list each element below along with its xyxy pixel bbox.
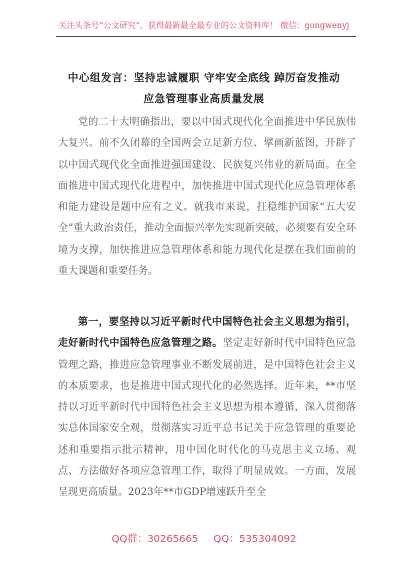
paragraph-first-point — [58, 312, 356, 504]
footer-qq-group: QQ群：30265665 — [111, 534, 199, 545]
header-divider — [56, 36, 356, 37]
document-title-line-2: 应急管理事业高质量发展 — [143, 93, 265, 105]
paragraph-lead-sentence: 第一，要坚持以习近平新时代中国特色社会主义思想为指引，走好新时代中国特色应急管理之路。 — [58, 317, 356, 350]
footer-qq-number: QQ：535304092 — [213, 534, 297, 545]
document-title-line-1: 中心组发言：坚持忠诚履职 守牢安全底线 踔厉奋发推动 — [67, 72, 341, 84]
header-banner: 关注头条号“公文研究”，获得最新最全最专业的公文资料库！ 微信：gongwenyj — [58, 21, 350, 30]
paragraph-body: 坚定走好新时代中国特色应急管理之路，推进应急管理事业不断发展前进，是中国特色社会主义的本质要求，也是推进中国式现代化的必然选择。近年来，**市坚持以习近平新时代中国特色社会主义思想为根本遵循，深入贯彻落实总体国家安全观，贯彻落实习近平总书记关于应急管理的重要论述和重要指示批示精神，用中国化时代化的马克思主义立场、观点、方法做好各项应急管理工作，取得了明显成效。一方面，发展呈现更高质量。2023年**市GDP增速跃升至全 — [58, 338, 357, 499]
footer-contact — [0, 530, 408, 545]
paragraph-intro: 党的二十大明确指出，要以中国式现代化全面推进中华民族伟大复兴。前不久闭幕的全国两会立足新方位、擘画新蓝图，开辟了以中国式现代化全面推进强国建设、民族复兴伟业的新局面。在全面推进中国式现代化进程中，加快推进中国式现代化应急管理体系和能力建设是题中应有之义。就我市来说，扛稳维护国家“五大安全”重大政治责任，推动全面振兴率先实现新突破，必须要有安全环境为支撑，加快推进应急管理体系和能力现代化是摆在我们面前的重大课题和重要任务。 — [58, 117, 356, 278]
